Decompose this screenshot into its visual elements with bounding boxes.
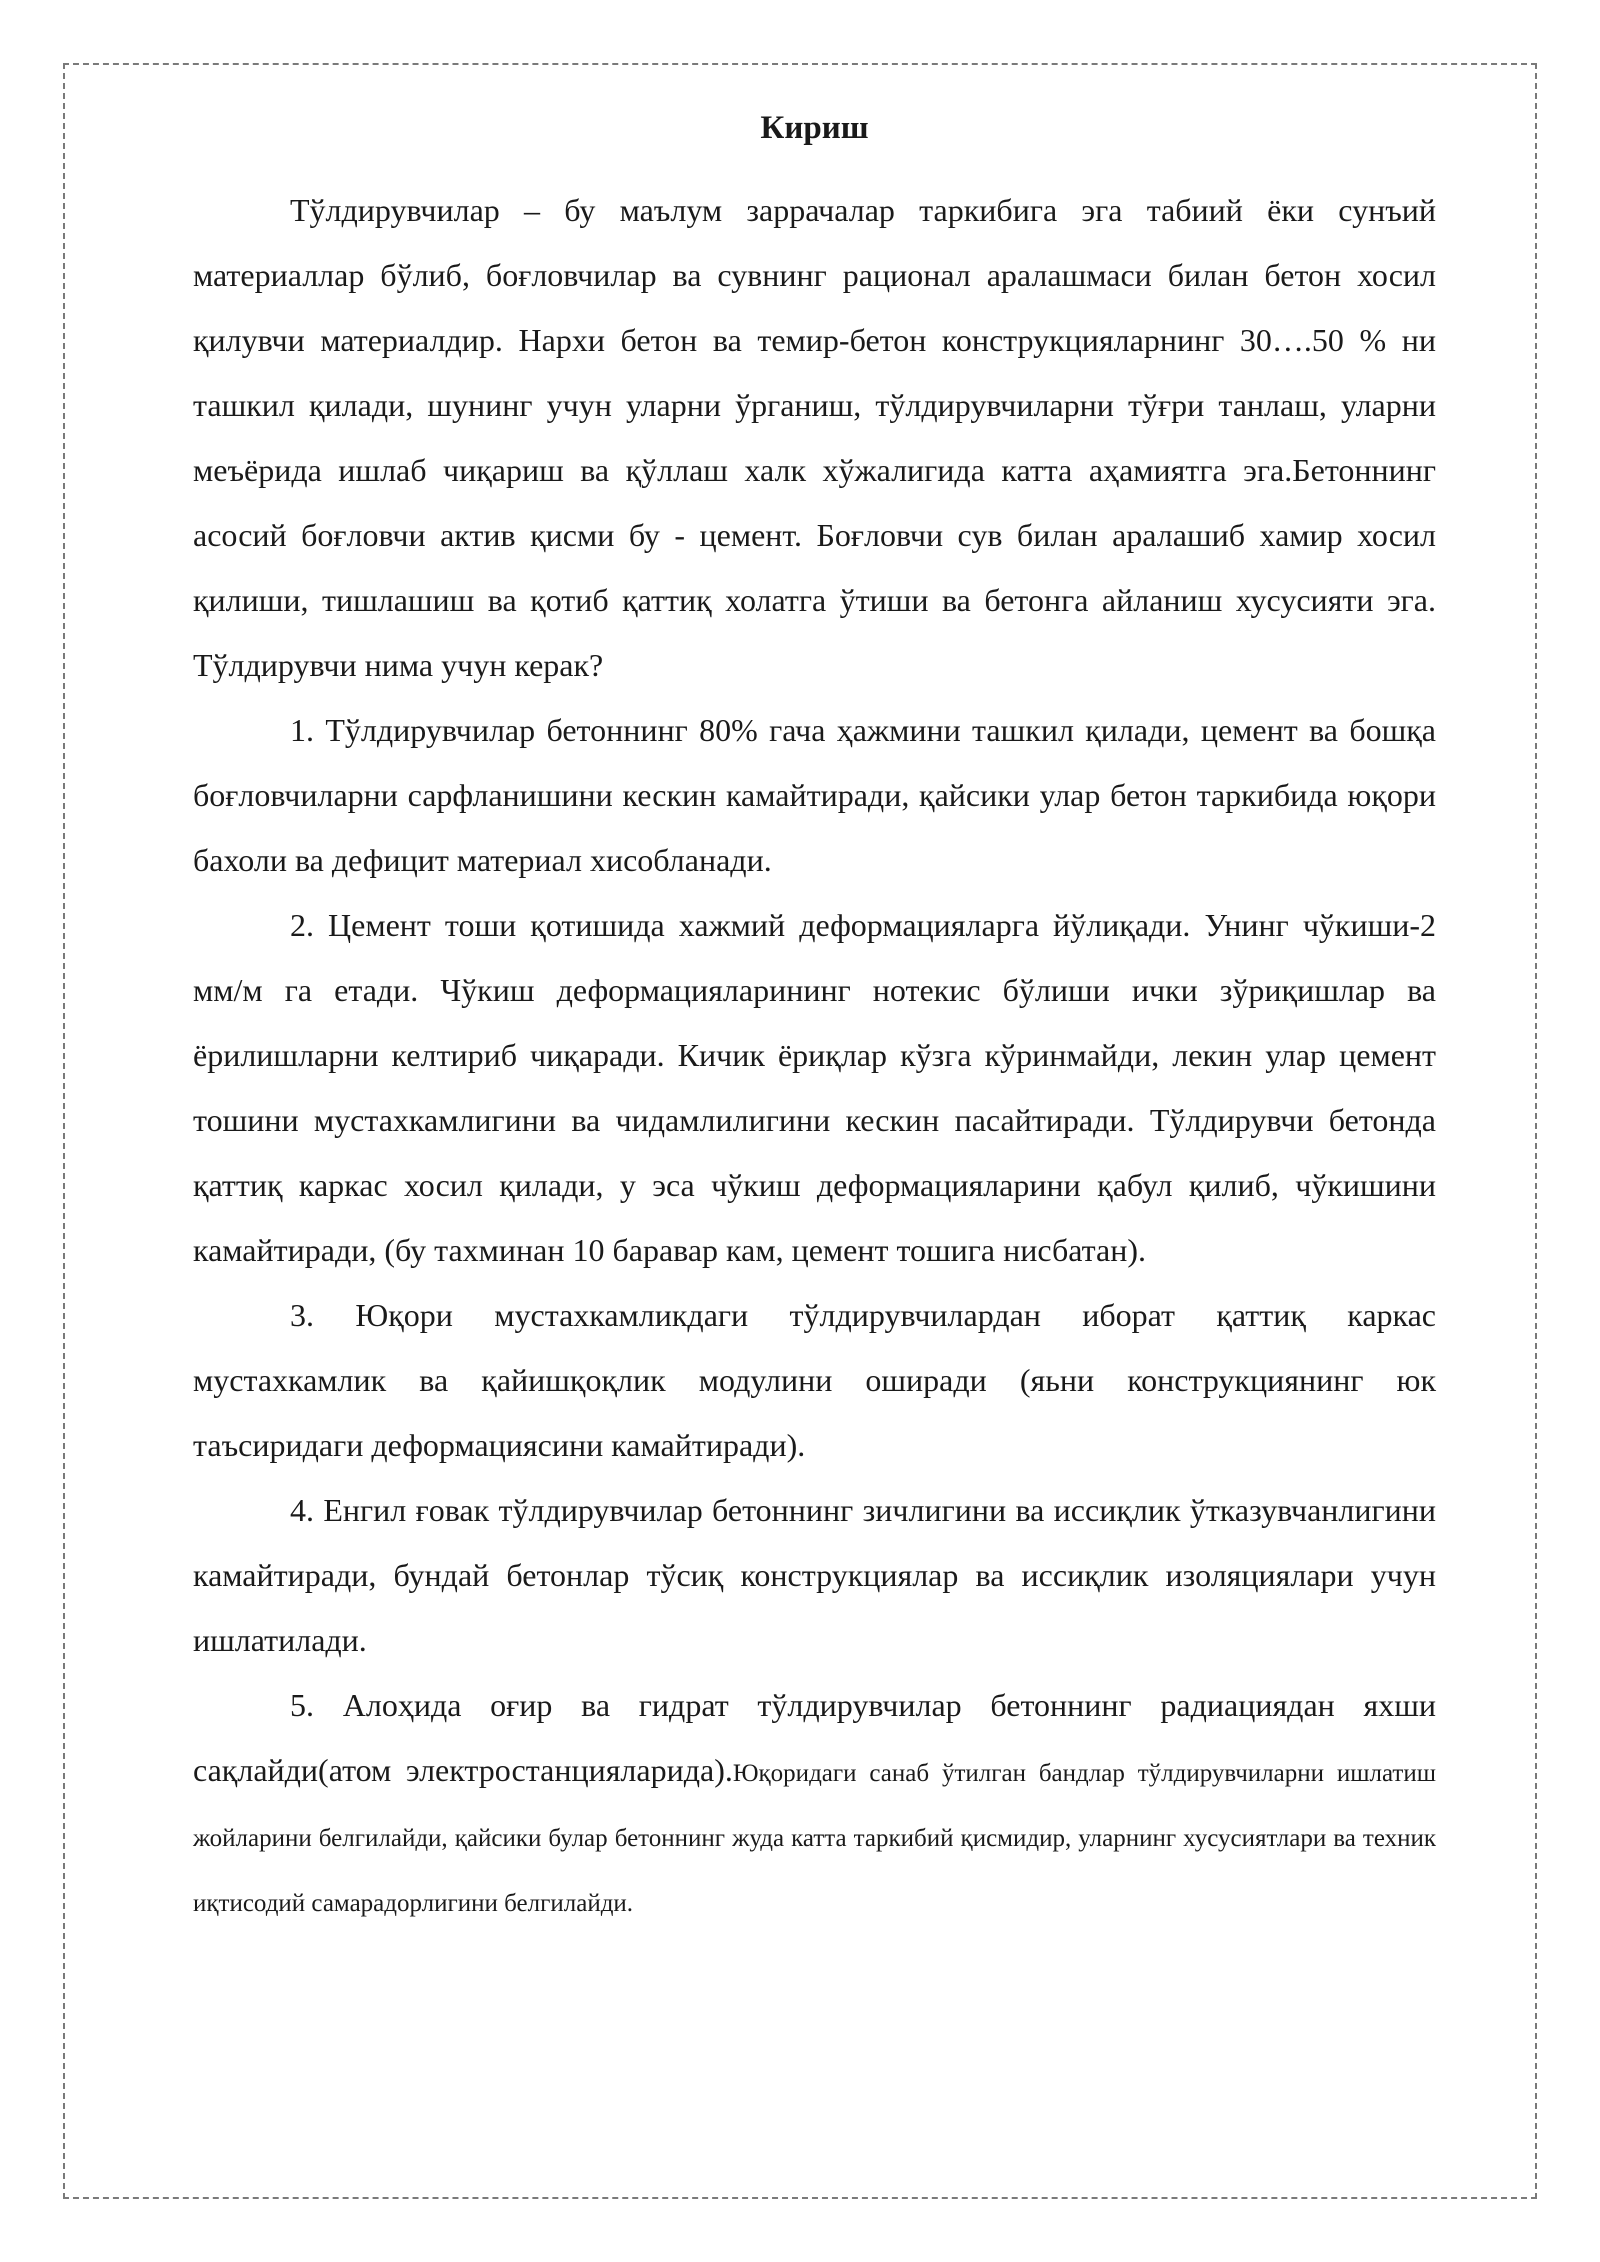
list-item-2: 2. Цемент тоши қотишида хажмий деформацияларга йўлиқади. Унинг чўкиши-2 мм/м га етади. Чўкиш деформацияларининг нотекис бўлиши ички зўриқишлар ва ёрилишларни келтириб чиқаради. Кичик ёриқлар кўзга кўринмайди, лекин улар цемент тошини мустахкамлигини ва чидамлилигини кескин пасайтиради. Тўлдирувчи бетонда қаттиқ каркас хосил қилади, у эса чўкиш деформацияларини қабул қилиб, чўкишини камайтиради, (бу тахминан 10 баравар кам, цемент тошига нисбатан). bbox=[193, 907, 1436, 1268]
list-item-4: 4. Енгил ғовак тўлдирувчилар бетоннинг зичлигини ва иссиқлик ўтказувчанлигини камайтиради, бундай бетонлар тўсиқ конструкциялар ва иссиқлик изоляциялари учун ишлатилади. bbox=[193, 1492, 1436, 1658]
list-item-5-conclusion: Юқоридаги санаб ўтилган бандлар тўлдирувчиларни ишлатиш жойларини белгилайди, қайсики булар бетоннинг жуда катта таркибий қисмидир, уларнинг хусусиятлари ва техник иқтисодий самарадорлигини белгилайди. bbox=[193, 1760, 1436, 1917]
intro-paragraph: Тўлдирувчилар – бу маълум заррачалар таркибига эга табиий ёки сунъий материаллар бўлиб, боғловчилар ва сувнинг рационал аралашмаси билан бетон хосил қилувчи материалдир. Нархи бетон ва темир-бетон конструкцияларнинг 30….50 % ни ташкил қилади, шунинг учун уларни ўрганиш, тўлдирувчиларни тўғри танлаш, уларни меъёрида ишлаб чиқариш ва қўллаш халк хўжалигида катта аҳамиятга эга.Бетоннинг асосий боғловчи актив қисми бу - цемент. Боғловчи сув билан аралашиб хамир хосил қилиши, тишлашиш ва қотиб қаттиқ холатга ўтиши ва бетонга айланиш хусусияти эга. Тўлдирувчи нима учун керак? bbox=[193, 192, 1436, 683]
list-item-1: 1. Тўлдирувчилар бетоннинг 80% гача ҳажмини ташкил қилади, цемент ва бошқа боғловчиларни сарфланишини кескин камайтиради, қайсики улар бетон таркибида юқори бахоли ва дефицит материал хисобланади. bbox=[193, 712, 1436, 878]
list-item-5-main: 5. Алоҳида оғир ва гидрат тўлдирувчилар бетоннинг радиациядан яхши сақлайди(атом электростанцияларида). bbox=[193, 1687, 1436, 1788]
list-item-5 bbox=[193, 1673, 1436, 1933]
list-item-3: 3. Юқори мустахкамликдаги тўлдирувчилардан иборат қаттиқ каркас мустахкамлик ва қайишқоқлик модулини оширади (яьни конструкциянинг юк таъсиридаги деформациясини камайтиради). bbox=[193, 1297, 1436, 1463]
document-title: Кириш bbox=[760, 110, 869, 146]
document-body bbox=[193, 100, 1436, 1933]
